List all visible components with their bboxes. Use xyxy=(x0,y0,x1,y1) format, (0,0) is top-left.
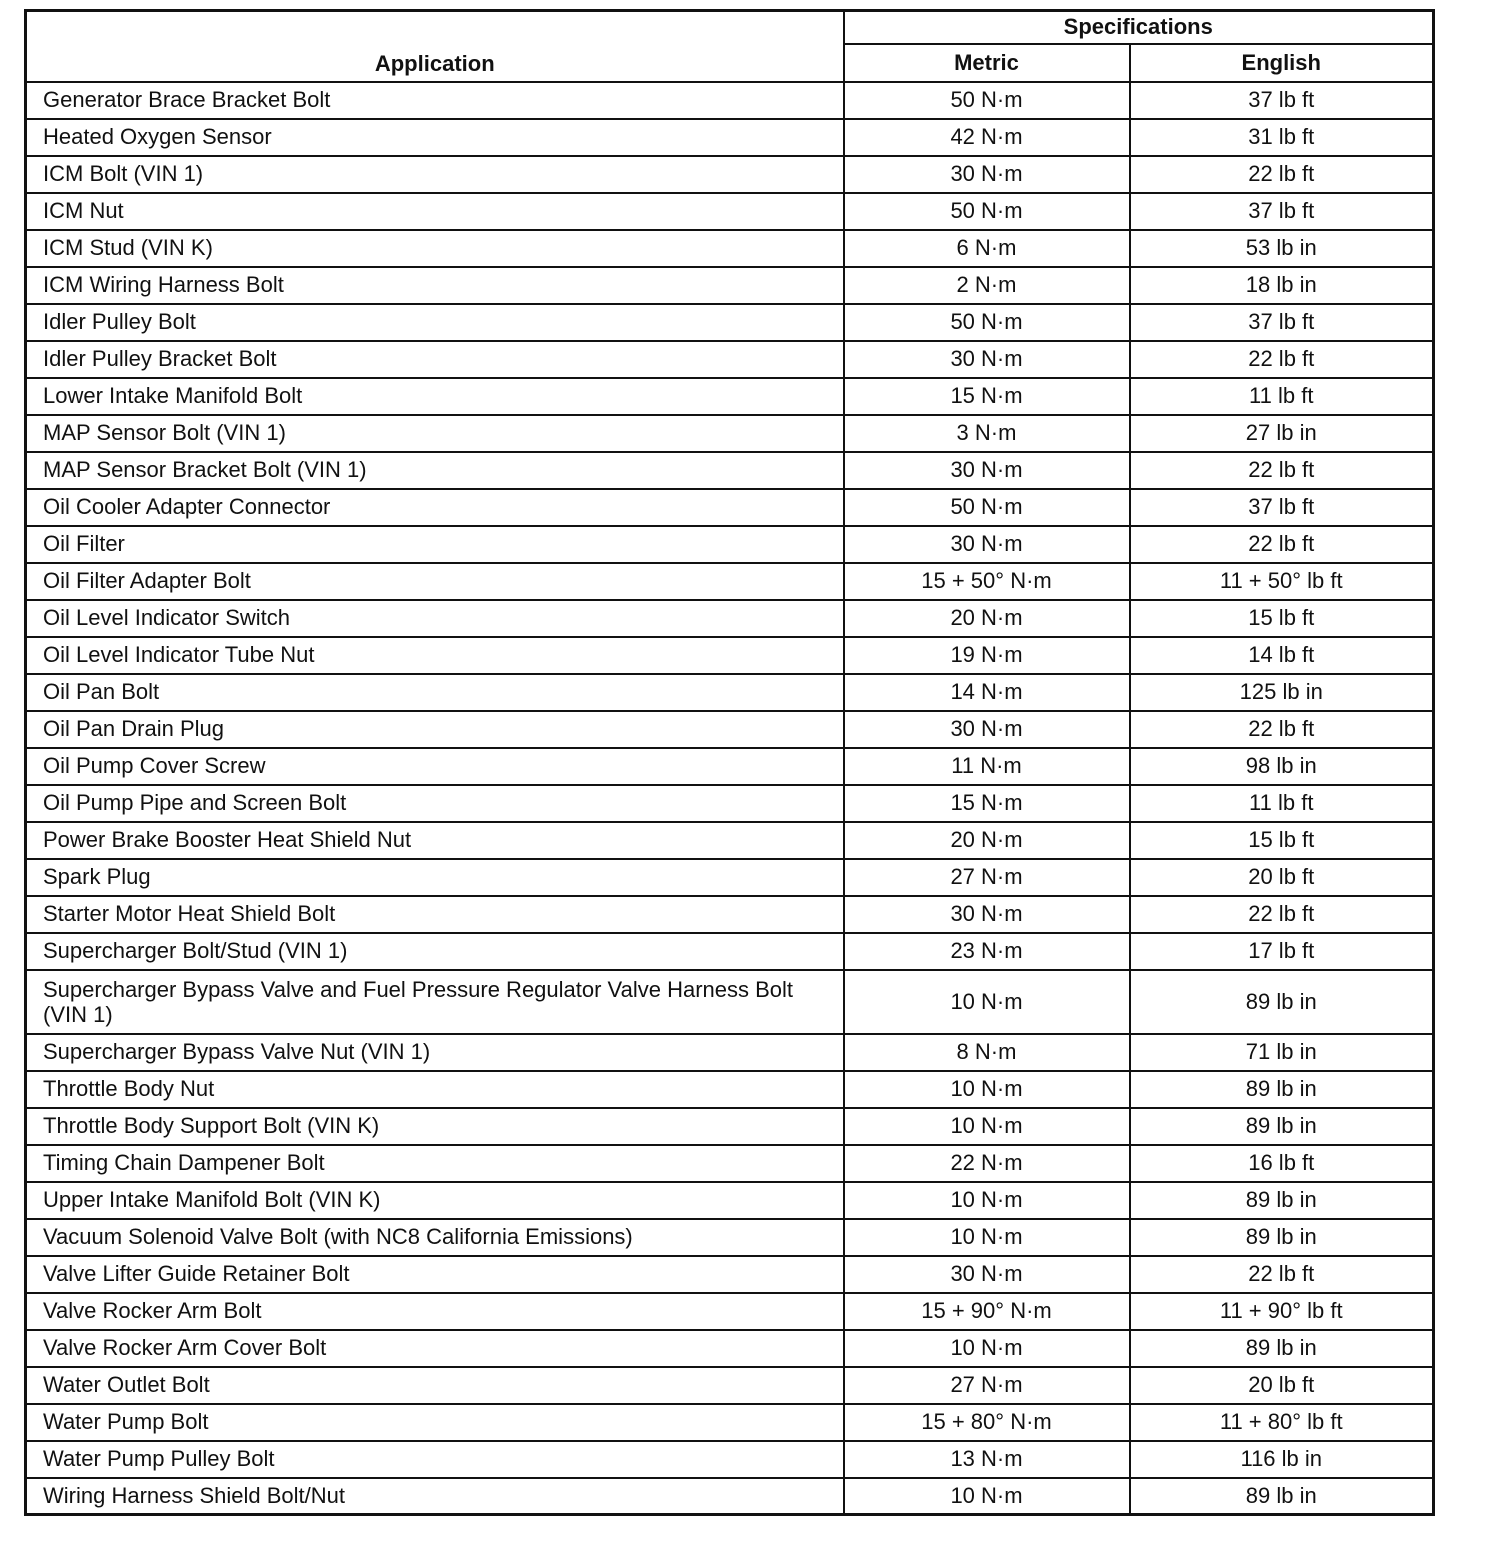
table-row xyxy=(26,341,1434,378)
english-value-cell: 89 lb in xyxy=(1130,1182,1434,1219)
application-cell: Water Pump Pulley Bolt xyxy=(26,1441,844,1478)
application-cell: Starter Motor Heat Shield Bolt xyxy=(26,896,844,933)
english-value-cell: 37 lb ft xyxy=(1130,193,1434,230)
table-row xyxy=(26,1145,1434,1182)
metric-value-cell: 30 N·m xyxy=(844,896,1130,933)
table-row xyxy=(26,193,1434,230)
english-value-cell: 125 lb in xyxy=(1130,674,1434,711)
english-value-cell: 11 + 80° lb ft xyxy=(1130,1404,1434,1441)
metric-value-cell: 50 N·m xyxy=(844,304,1130,341)
metric-value-cell: 13 N·m xyxy=(844,1441,1130,1478)
metric-value-cell: 23 N·m xyxy=(844,933,1130,970)
application-cell: Vacuum Solenoid Valve Bolt (with NC8 California Emissions) xyxy=(26,1219,844,1256)
table-row xyxy=(26,859,1434,896)
table-row xyxy=(26,415,1434,452)
english-value-cell: 89 lb in xyxy=(1130,1478,1434,1515)
english-value-cell: 16 lb ft xyxy=(1130,1145,1434,1182)
english-value-cell: 22 lb ft xyxy=(1130,452,1434,489)
table-row xyxy=(26,1108,1434,1145)
application-cell: Valve Rocker Arm Bolt xyxy=(26,1293,844,1330)
english-value-cell: 11 + 50° lb ft xyxy=(1130,563,1434,600)
application-column-header: Application xyxy=(26,11,844,82)
table-row xyxy=(26,230,1434,267)
metric-value-cell: 10 N·m xyxy=(844,1330,1130,1367)
torque-specifications-table xyxy=(24,9,1435,1516)
table-row xyxy=(26,82,1434,119)
metric-value-cell: 2 N·m xyxy=(844,267,1130,304)
english-value-cell: 53 lb in xyxy=(1130,230,1434,267)
metric-value-cell: 3 N·m xyxy=(844,415,1130,452)
english-value-cell: 116 lb in xyxy=(1130,1441,1434,1478)
english-value-cell: 17 lb ft xyxy=(1130,933,1434,970)
application-cell: ICM Bolt (VIN 1) xyxy=(26,156,844,193)
table-row xyxy=(26,1367,1434,1404)
table-row xyxy=(26,637,1434,674)
application-cell: ICM Nut xyxy=(26,193,844,230)
metric-value-cell: 20 N·m xyxy=(844,600,1130,637)
english-value-cell: 15 lb ft xyxy=(1130,822,1434,859)
metric-value-cell: 50 N·m xyxy=(844,489,1130,526)
english-value-cell: 89 lb in xyxy=(1130,1219,1434,1256)
application-cell: Valve Rocker Arm Cover Bolt xyxy=(26,1330,844,1367)
specifications-group-header: Specifications xyxy=(844,11,1434,44)
application-cell: MAP Sensor Bracket Bolt (VIN 1) xyxy=(26,452,844,489)
table-row xyxy=(26,563,1434,600)
table-row xyxy=(26,452,1434,489)
table-row xyxy=(26,711,1434,748)
english-value-cell: 22 lb ft xyxy=(1130,711,1434,748)
metric-value-cell: 50 N·m xyxy=(844,193,1130,230)
metric-value-cell: 14 N·m xyxy=(844,674,1130,711)
application-cell: Upper Intake Manifold Bolt (VIN K) xyxy=(26,1182,844,1219)
metric-value-cell: 30 N·m xyxy=(844,156,1130,193)
table-row xyxy=(26,1219,1434,1256)
english-value-cell: 37 lb ft xyxy=(1130,82,1434,119)
table-row xyxy=(26,1441,1434,1478)
application-cell: Supercharger Bolt/Stud (VIN 1) xyxy=(26,933,844,970)
table-row xyxy=(26,1478,1434,1515)
english-value-cell: 89 lb in xyxy=(1130,970,1434,1034)
english-value-cell: 89 lb in xyxy=(1130,1330,1434,1367)
english-value-cell: 37 lb ft xyxy=(1130,489,1434,526)
metric-value-cell: 15 + 50° N·m xyxy=(844,563,1130,600)
metric-value-cell: 30 N·m xyxy=(844,711,1130,748)
table-row xyxy=(26,378,1434,415)
metric-value-cell: 20 N·m xyxy=(844,822,1130,859)
english-value-cell: 20 lb ft xyxy=(1130,859,1434,896)
application-cell: Oil Filter xyxy=(26,526,844,563)
metric-value-cell: 10 N·m xyxy=(844,1182,1130,1219)
english-value-cell: 11 lb ft xyxy=(1130,378,1434,415)
english-value-cell: 89 lb in xyxy=(1130,1071,1434,1108)
table-row xyxy=(26,1404,1434,1441)
metric-value-cell: 15 N·m xyxy=(844,378,1130,415)
english-value-cell: 22 lb ft xyxy=(1130,896,1434,933)
application-cell: Idler Pulley Bolt xyxy=(26,304,844,341)
application-cell: Power Brake Booster Heat Shield Nut xyxy=(26,822,844,859)
application-cell: Supercharger Bypass Valve and Fuel Pressure Regulator Valve Harness Bolt (VIN 1) xyxy=(26,970,844,1034)
application-cell: Oil Pan Bolt xyxy=(26,674,844,711)
english-value-cell: 22 lb ft xyxy=(1130,526,1434,563)
english-column-header: English xyxy=(1130,44,1434,82)
table-row xyxy=(26,600,1434,637)
application-cell: Idler Pulley Bracket Bolt xyxy=(26,341,844,378)
application-cell: Supercharger Bypass Valve Nut (VIN 1) xyxy=(26,1034,844,1071)
application-cell: ICM Wiring Harness Bolt xyxy=(26,267,844,304)
table-row xyxy=(26,119,1434,156)
table-row xyxy=(26,1182,1434,1219)
metric-value-cell: 10 N·m xyxy=(844,970,1130,1034)
metric-value-cell: 27 N·m xyxy=(844,859,1130,896)
application-cell: ICM Stud (VIN K) xyxy=(26,230,844,267)
application-cell: Oil Pump Cover Screw xyxy=(26,748,844,785)
english-value-cell: 31 lb ft xyxy=(1130,119,1434,156)
english-value-cell: 20 lb ft xyxy=(1130,1367,1434,1404)
table-body xyxy=(26,82,1434,1515)
metric-value-cell: 30 N·m xyxy=(844,1256,1130,1293)
metric-value-cell: 30 N·m xyxy=(844,452,1130,489)
metric-value-cell: 30 N·m xyxy=(844,526,1130,563)
metric-value-cell: 22 N·m xyxy=(844,1145,1130,1182)
application-cell: Heated Oxygen Sensor xyxy=(26,119,844,156)
english-value-cell: 22 lb ft xyxy=(1130,156,1434,193)
application-cell: Lower Intake Manifold Bolt xyxy=(26,378,844,415)
english-value-cell: 22 lb ft xyxy=(1130,1256,1434,1293)
table-row xyxy=(26,896,1434,933)
table-row xyxy=(26,1034,1434,1071)
english-value-cell: 37 lb ft xyxy=(1130,304,1434,341)
application-cell: Wiring Harness Shield Bolt/Nut xyxy=(26,1478,844,1515)
metric-value-cell: 42 N·m xyxy=(844,119,1130,156)
table-row xyxy=(26,785,1434,822)
english-value-cell: 18 lb in xyxy=(1130,267,1434,304)
application-cell: Oil Filter Adapter Bolt xyxy=(26,563,844,600)
table-row xyxy=(26,748,1434,785)
application-cell: MAP Sensor Bolt (VIN 1) xyxy=(26,415,844,452)
table-row xyxy=(26,933,1434,970)
application-cell: Spark Plug xyxy=(26,859,844,896)
application-cell: Water Outlet Bolt xyxy=(26,1367,844,1404)
english-value-cell: 14 lb ft xyxy=(1130,637,1434,674)
application-cell: Oil Level Indicator Tube Nut xyxy=(26,637,844,674)
metric-value-cell: 50 N·m xyxy=(844,82,1130,119)
table-row xyxy=(26,489,1434,526)
application-cell: Throttle Body Support Bolt (VIN K) xyxy=(26,1108,844,1145)
english-value-cell: 15 lb ft xyxy=(1130,600,1434,637)
english-value-cell: 11 + 90° lb ft xyxy=(1130,1293,1434,1330)
application-cell: Oil Pump Pipe and Screen Bolt xyxy=(26,785,844,822)
application-cell: Generator Brace Bracket Bolt xyxy=(26,82,844,119)
metric-value-cell: 19 N·m xyxy=(844,637,1130,674)
english-value-cell: 98 lb in xyxy=(1130,748,1434,785)
metric-value-cell: 15 N·m xyxy=(844,785,1130,822)
metric-value-cell: 8 N·m xyxy=(844,1034,1130,1071)
metric-value-cell: 30 N·m xyxy=(844,341,1130,378)
table-row xyxy=(26,156,1434,193)
metric-value-cell: 6 N·m xyxy=(844,230,1130,267)
application-cell: Valve Lifter Guide Retainer Bolt xyxy=(26,1256,844,1293)
table-row xyxy=(26,1330,1434,1367)
metric-value-cell: 27 N·m xyxy=(844,1367,1130,1404)
table-row xyxy=(26,1256,1434,1293)
table-row xyxy=(26,526,1434,563)
english-value-cell: 27 lb in xyxy=(1130,415,1434,452)
english-value-cell: 22 lb ft xyxy=(1130,341,1434,378)
application-cell: Oil Cooler Adapter Connector xyxy=(26,489,844,526)
metric-value-cell: 10 N·m xyxy=(844,1071,1130,1108)
metric-column-header: Metric xyxy=(844,44,1130,82)
table-row xyxy=(26,674,1434,711)
application-cell: Throttle Body Nut xyxy=(26,1071,844,1108)
table-row xyxy=(26,822,1434,859)
table-header xyxy=(26,11,1434,82)
english-value-cell: 11 lb ft xyxy=(1130,785,1434,822)
table-row xyxy=(26,970,1434,1034)
metric-value-cell: 10 N·m xyxy=(844,1219,1130,1256)
table-row xyxy=(26,267,1434,304)
metric-value-cell: 10 N·m xyxy=(844,1108,1130,1145)
english-value-cell: 89 lb in xyxy=(1130,1108,1434,1145)
metric-value-cell: 11 N·m xyxy=(844,748,1130,785)
application-cell: Timing Chain Dampener Bolt xyxy=(26,1145,844,1182)
english-value-cell: 71 lb in xyxy=(1130,1034,1434,1071)
application-cell: Oil Level Indicator Switch xyxy=(26,600,844,637)
application-cell: Oil Pan Drain Plug xyxy=(26,711,844,748)
metric-value-cell: 15 + 90° N·m xyxy=(844,1293,1130,1330)
metric-value-cell: 10 N·m xyxy=(844,1478,1130,1515)
metric-value-cell: 15 + 80° N·m xyxy=(844,1404,1130,1441)
table-row xyxy=(26,1293,1434,1330)
table-row xyxy=(26,304,1434,341)
table-row xyxy=(26,1071,1434,1108)
application-cell: Water Pump Bolt xyxy=(26,1404,844,1441)
